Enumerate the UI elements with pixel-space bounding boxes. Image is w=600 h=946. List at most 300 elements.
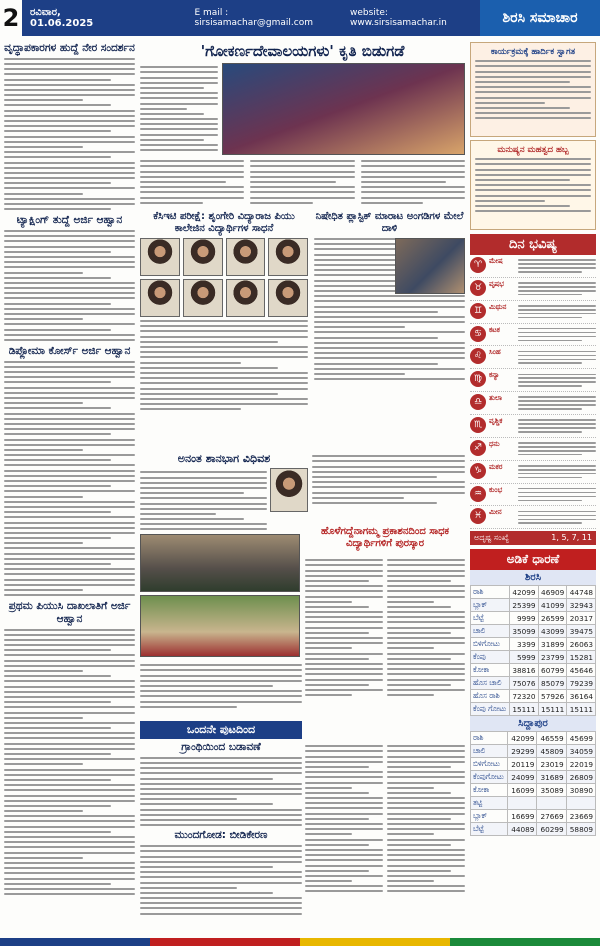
text-line [312, 455, 465, 457]
text-line [4, 506, 135, 508]
price-cell: 20317 [567, 612, 596, 625]
text-line [4, 423, 135, 425]
text-line [140, 669, 302, 671]
text-line [4, 872, 135, 874]
text-line [314, 311, 438, 313]
variety-name: ಬೆಟ್ಟೆ [471, 823, 508, 836]
text-line [140, 819, 302, 821]
market-row [471, 703, 596, 716]
horoscope-row [470, 301, 596, 324]
text-line [140, 471, 267, 473]
text-line [4, 893, 135, 895]
text-line [361, 176, 465, 178]
text-line [140, 97, 218, 99]
text-line [4, 187, 135, 189]
market-row [471, 810, 596, 823]
text-line [305, 792, 369, 794]
text-line [361, 197, 465, 199]
text-line [305, 745, 383, 747]
zodiac-icon: ♒ [470, 486, 486, 502]
text-line [4, 230, 135, 232]
award-caption-body [140, 664, 302, 708]
text-line [305, 854, 383, 856]
student-photo [183, 279, 223, 317]
text-line [4, 198, 135, 200]
text-line [4, 99, 83, 101]
horoscope-title: ದಿನ ಭವಿಷ್ಯ [470, 234, 596, 255]
text-line [140, 123, 218, 125]
text-line [140, 513, 216, 515]
text-line [4, 287, 135, 289]
text-line [4, 475, 135, 477]
text-line [140, 793, 302, 795]
text-line [140, 882, 302, 884]
text-line [475, 179, 570, 181]
text-line [387, 833, 434, 835]
price-cell: 15281 [567, 651, 596, 664]
price-cell: 23799 [538, 651, 567, 664]
text-line [4, 867, 135, 869]
price-cell: 22019 [566, 758, 595, 771]
text-line [4, 444, 135, 446]
variety-name: ರಾಶಿ [471, 732, 508, 745]
text-line [387, 684, 451, 686]
text-line [4, 256, 135, 258]
text-line [4, 573, 135, 575]
award-story-body-1 [305, 556, 383, 699]
text-line [475, 205, 570, 207]
text-line [4, 634, 135, 636]
continued-story1-title: ಗ್ರಾಂಥಿಯಿಂದ ಬಡಾವಣೆ [181, 741, 261, 753]
obituary-portrait [270, 468, 308, 512]
text-line [140, 330, 308, 332]
text-line [4, 413, 135, 415]
zodiac-icon: ♐ [470, 440, 486, 456]
text-line [387, 668, 465, 670]
text-line [4, 182, 111, 184]
text-line [305, 627, 383, 629]
center-column [140, 42, 465, 413]
text-line [387, 745, 465, 747]
text-line [140, 118, 218, 120]
zodiac-name: ಕುಂಭ [489, 485, 503, 494]
text-line [4, 361, 135, 363]
text-line [361, 165, 465, 167]
horoscope-row [470, 506, 596, 529]
text-line [140, 336, 308, 338]
text-line [4, 558, 135, 560]
text-line [314, 373, 405, 375]
award-caption [140, 661, 302, 711]
text-line [140, 149, 218, 151]
zodiac-icon: ♋ [470, 326, 486, 342]
student-photo [140, 238, 180, 276]
variety-name: ಬಿಳಿಗೋಟು [471, 638, 510, 651]
text-line [140, 856, 302, 858]
text-line [140, 128, 218, 130]
text-line [140, 690, 302, 692]
text-line [4, 589, 83, 591]
text-line [387, 673, 465, 675]
award-story-body-4 [387, 742, 465, 896]
text-line [140, 803, 273, 805]
text-line [475, 195, 591, 197]
horoscope-row [470, 461, 596, 484]
award-photo-1 [140, 534, 300, 592]
price-cell: 42099 [508, 732, 537, 745]
text-line [4, 496, 83, 498]
text-line [387, 559, 465, 561]
text-line [140, 701, 302, 703]
text-line [475, 81, 570, 83]
zodiac-icon: ♎ [470, 394, 486, 410]
text-line [387, 750, 465, 752]
text-line [305, 766, 369, 768]
text-line [361, 160, 465, 162]
text-line [4, 800, 135, 802]
text-line [305, 673, 383, 675]
market-row [471, 664, 596, 677]
text-line [475, 60, 591, 62]
text-line [4, 841, 135, 843]
horoscope-text [518, 303, 596, 321]
text-line [4, 136, 135, 138]
text-line [312, 471, 465, 473]
price-cell: 29299 [508, 745, 537, 758]
text-line [4, 629, 135, 631]
ad-body [475, 60, 591, 119]
text-line [140, 523, 267, 525]
header-website: website: www.sirsisamachar.in [350, 8, 447, 28]
text-line [314, 363, 438, 365]
text-line [140, 482, 267, 484]
horoscope-row [470, 324, 596, 347]
text-line [475, 184, 591, 186]
horoscope-text [518, 508, 596, 526]
left-story4-body [4, 629, 135, 896]
text-line [312, 476, 437, 478]
text-line [361, 202, 424, 204]
masthead [0, 0, 600, 36]
text-line [387, 875, 465, 877]
text-line [4, 120, 135, 122]
text-line [475, 107, 570, 109]
continuation-section [140, 721, 302, 918]
text-line [314, 306, 465, 308]
text-line [312, 481, 465, 483]
award-photo-2 [140, 595, 300, 657]
left-story3-body [4, 361, 135, 596]
price-cell: 44089 [508, 823, 537, 836]
text-line [312, 466, 465, 468]
student-photo [268, 279, 308, 317]
text-line [387, 787, 434, 789]
award-story-body-3 [305, 742, 383, 896]
text-line [140, 393, 278, 395]
variety-name: ಕೆಂಪು [471, 651, 510, 664]
text-line [387, 647, 434, 649]
text-line [314, 368, 465, 370]
horoscope-row [470, 438, 596, 461]
left-column [4, 42, 135, 898]
text-line [250, 181, 336, 183]
text-line [4, 820, 135, 822]
text-line [4, 888, 135, 890]
horoscope-row [470, 278, 596, 301]
price-cell: 3399 [509, 638, 538, 651]
text-line [140, 503, 267, 505]
text-line [140, 191, 244, 193]
text-line [305, 823, 383, 825]
text-line [387, 870, 451, 872]
continued-story1-body [140, 757, 302, 826]
text-line [4, 282, 135, 284]
text-line [387, 616, 465, 618]
text-line [475, 112, 591, 114]
text-line [4, 511, 111, 513]
kcet-story-body [140, 320, 308, 410]
student-photo [226, 238, 266, 276]
text-line [4, 774, 135, 776]
text-line [140, 113, 204, 115]
page-number: 2 [2, 4, 20, 32]
text-line [387, 761, 465, 763]
horoscope-row [470, 392, 596, 415]
text-line [140, 92, 218, 94]
text-line [4, 376, 135, 378]
text-line [4, 758, 135, 760]
text-line [305, 833, 352, 835]
zodiac-name: ಕನ್ಯಾ [489, 371, 500, 380]
left-story1-body [4, 58, 135, 210]
text-line [140, 351, 308, 353]
text-line [305, 875, 383, 877]
text-line [475, 65, 591, 67]
text-line [4, 763, 83, 765]
text-line [387, 865, 465, 867]
text-line [4, 292, 135, 294]
horoscope-row [470, 369, 596, 392]
zodiac-icon: ♊ [470, 303, 486, 319]
text-line [4, 177, 135, 179]
variety-name: ಕೋಕಾ [471, 784, 508, 797]
zodiac-name: ವೃಶ್ಚಿಕ [489, 417, 503, 426]
text-line [387, 813, 465, 815]
text-line [314, 280, 405, 282]
text-line [387, 890, 465, 892]
text-line [4, 706, 135, 708]
text-line [387, 564, 465, 566]
text-line [305, 637, 383, 639]
price-cell: 60799 [538, 664, 567, 677]
text-line [387, 797, 465, 799]
variety-name: ಬೆಟ್ಟೆ [471, 612, 510, 625]
text-line [361, 171, 465, 173]
text-line [305, 616, 383, 618]
price-cell: 31899 [538, 638, 567, 651]
text-line [314, 378, 465, 380]
text-line [4, 318, 83, 320]
text-line [4, 579, 135, 581]
text-line [140, 767, 302, 769]
text-line [4, 313, 135, 315]
text-line [4, 235, 135, 237]
text-line [140, 202, 203, 204]
text-line [4, 568, 135, 570]
continued-from-page1-banner: ಒಂದನೇ ಪುಟದಿಂದ [140, 721, 302, 739]
text-line [314, 300, 465, 302]
text-line [4, 146, 83, 148]
text-line [140, 362, 241, 364]
price-cell: 39475 [567, 625, 596, 638]
text-line [361, 181, 447, 183]
variety-name: ಕೆಂಪುಗೋಟು [471, 771, 508, 784]
text-line [305, 756, 383, 758]
text-line [4, 470, 135, 472]
text-line [4, 172, 135, 174]
price-cell: 26063 [567, 638, 596, 651]
left-story2-title: ಟ್ಯಾಕ್ಷಿಂಗ್ ತುದ್ದೆ ಅರ್ಜಿ ಆಹ್ವಾನ [16, 214, 123, 227]
text-line [387, 854, 465, 856]
text-line [305, 570, 383, 572]
market-row [471, 586, 596, 599]
lead-story-body-left [140, 63, 218, 155]
horoscope-row [470, 484, 596, 507]
zodiac-icon: ♑ [470, 463, 486, 479]
text-line [4, 501, 135, 503]
text-line [314, 342, 465, 344]
market-row [471, 732, 596, 745]
text-line [140, 876, 302, 878]
text-line [4, 428, 135, 430]
price-cell: 25399 [509, 599, 538, 612]
text-line [4, 407, 111, 409]
price-cell: 72320 [509, 690, 538, 703]
text-line [140, 706, 237, 708]
text-line [4, 748, 135, 750]
price-cell: 58809 [566, 823, 595, 836]
text-line [4, 701, 111, 703]
text-line [140, 850, 302, 852]
text-line [4, 84, 135, 86]
market-row [471, 823, 596, 836]
price-cell: 42099 [509, 586, 538, 599]
text-line [314, 337, 438, 339]
price-cell: 24099 [508, 771, 537, 784]
market-row [471, 625, 596, 638]
price-cell [566, 797, 595, 810]
price-cell [508, 797, 537, 810]
text-line [4, 79, 111, 81]
text-line [387, 627, 465, 629]
text-line [387, 679, 465, 681]
price-cell: 41099 [538, 599, 567, 612]
text-line [387, 776, 465, 778]
text-line [140, 186, 244, 188]
text-line [4, 722, 135, 724]
plastic-raid-continued [312, 452, 465, 507]
text-line [4, 251, 111, 253]
text-line [140, 66, 218, 68]
text-line [475, 200, 545, 202]
text-line [4, 712, 135, 714]
text-line [140, 171, 244, 173]
text-line [4, 167, 135, 169]
text-line [140, 907, 302, 909]
text-line [140, 518, 244, 520]
text-line [4, 810, 83, 812]
text-line [4, 89, 135, 91]
text-line [305, 828, 383, 830]
text-line [140, 845, 302, 847]
variety-name: ಹೊಸ ರಾಶಿ [471, 690, 510, 703]
plastic-raid-title: ನಿಷೇಧಿತ ಪ್ಲಾಸ್ಟಿಕ್ ಮಾರಾಟ ಅಂಗಡಿಗಳ ಮೇಲೆ ದಾಳಿ [315, 210, 464, 234]
text-line [4, 784, 135, 786]
text-line [140, 103, 218, 105]
text-line [361, 191, 465, 193]
text-line [140, 108, 187, 110]
left-story1-title: ವೃದ್ಧಾಪಕಾರಗಳ ಹುದ್ದೆ ನೇರ ಸಂದರ್ಶನ [4, 42, 135, 54]
text-line [4, 737, 135, 739]
horoscope-section [470, 234, 596, 545]
text-line [4, 480, 135, 482]
text-line [387, 844, 451, 846]
text-line [250, 191, 354, 193]
text-line [140, 388, 308, 390]
issue-date: ರವಿವಾರ, 01.06.2025 [30, 7, 94, 29]
text-line [140, 861, 302, 863]
text-line [140, 341, 278, 343]
price-cell: 45646 [567, 664, 596, 677]
text-line [305, 663, 383, 665]
horoscope-row [470, 346, 596, 369]
text-line [4, 73, 135, 75]
text-line [4, 329, 111, 331]
text-line [305, 559, 383, 561]
price-cell: 36164 [567, 690, 596, 703]
text-line [387, 575, 465, 577]
text-line [314, 347, 465, 349]
text-line [305, 880, 352, 882]
award-story-body-cont [305, 742, 465, 896]
text-line [4, 862, 135, 864]
market-row [471, 638, 596, 651]
text-line [140, 87, 204, 89]
text-line [140, 897, 302, 899]
price-cell: 46909 [538, 586, 567, 599]
text-line [314, 321, 465, 323]
text-line [305, 596, 383, 598]
text-line [4, 297, 135, 299]
text-line [475, 117, 591, 119]
text-line [4, 732, 135, 734]
lead-story-body-2 [250, 157, 354, 207]
text-line [4, 542, 83, 544]
ad-headline: ಕಾರ್ಯಕ್ರಮಕ್ಕೆ ಹಾರ್ದಿಕ ಸ್ವಾಗತ [490, 47, 576, 57]
market1-name: ಶಿರಸಿ [470, 570, 596, 585]
text-line [387, 880, 434, 882]
text-line [312, 492, 465, 494]
award-story-body-wrap [305, 556, 465, 699]
text-line [387, 585, 465, 587]
text-line [305, 694, 352, 696]
text-line [387, 596, 465, 598]
text-line [305, 813, 383, 815]
text-line [140, 783, 302, 785]
text-line [250, 171, 354, 173]
text-line [140, 372, 308, 374]
text-line [387, 782, 465, 784]
